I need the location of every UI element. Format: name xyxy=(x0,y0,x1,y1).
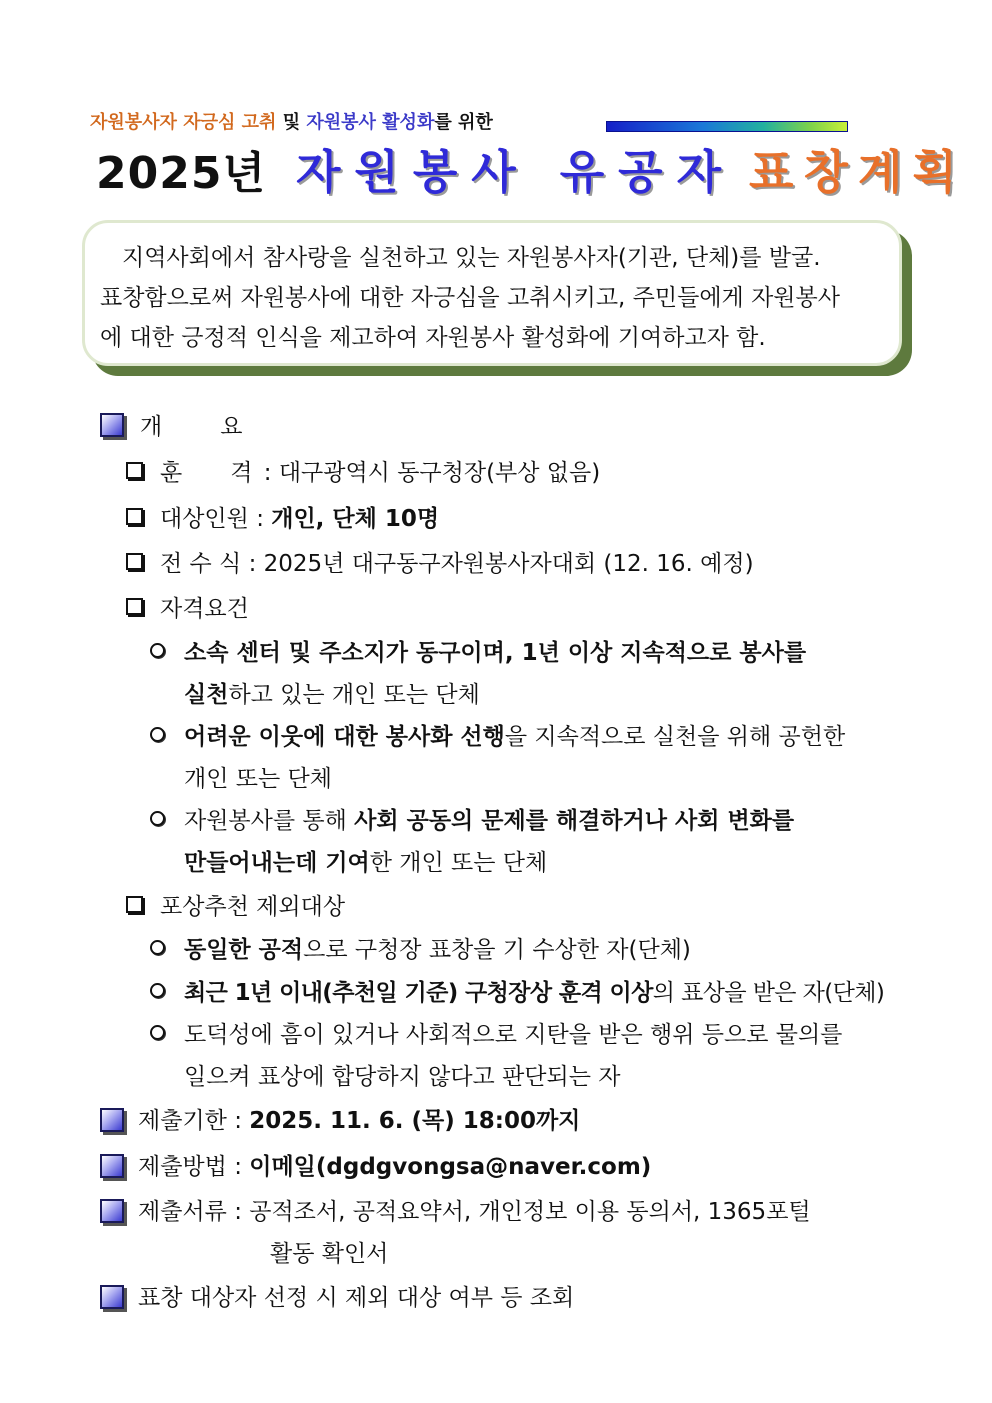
award-row: 훈 격 : 대구광역시 동구청장(부상 없음) xyxy=(160,460,601,486)
overview-heading: 개 요 xyxy=(140,414,243,440)
checkbox-bullet-icon xyxy=(126,553,143,570)
excl-item2: 최근 1년 이내(추천일 기준) 구청장상 훈격 이상의 표상을 받은 자(단체) xyxy=(184,980,885,1006)
circle-bullet-icon xyxy=(150,727,165,742)
target-value: 개인, 단체 10명 xyxy=(271,506,440,532)
subtitle-part2: 및 xyxy=(276,112,307,133)
square-bullet-icon xyxy=(100,1154,124,1178)
decorative-gradient-bar xyxy=(606,121,848,132)
circle-bullet-icon xyxy=(150,983,165,998)
ceremony-value: 2025년 대구동구자원봉사자대회 (12. 16. 예정) xyxy=(263,551,754,577)
qual-item2-line1: 어려운 이웃에 대한 봉사화 선행을 지속적으로 실천을 위해 공헌한 xyxy=(184,724,846,750)
purpose-line3: 에 대한 긍정적 인식을 제고하여 자원봉사 활성화에 기여하고자 함. xyxy=(100,325,766,351)
square-bullet-icon xyxy=(100,413,124,437)
purpose-line2: 표창함으로써 자원봉사에 대한 자긍심을 고취시키고, 주민들에게 자원봉사 xyxy=(100,285,840,311)
subtitle xyxy=(90,106,493,136)
subtitle-part1: 자원봉사자 자긍심 고취 xyxy=(90,112,277,133)
qual-item1-line1: 소속 센터 및 주소지가 동구이며, 1년 이상 지속적으로 봉사를 xyxy=(184,640,807,666)
deadline-row: 제출기한 : 2025. 11. 6. (목) 18:00까지 xyxy=(138,1108,581,1134)
excl-item3-line2: 일으켜 표상에 합당하지 않다고 판단되는 자 xyxy=(184,1064,621,1090)
excl-item3-line1: 도덕성에 흠이 있거나 사회적으로 지탄을 받은 행위 등으로 물의를 xyxy=(184,1022,843,1048)
square-bullet-icon xyxy=(100,1199,124,1223)
purpose-line1: 지역사회에서 참사랑을 실천하고 있는 자원봉사자(기관, 단체)를 발굴. xyxy=(122,245,821,271)
award-value: 대구광역시 동구청장(부상 없음) xyxy=(278,460,601,486)
check-row: 표창 대상자 선정 시 제외 대상 여부 등 조회 xyxy=(138,1285,575,1311)
documents-row: 제출서류 : 공적조서, 공적요약서, 개인정보 이용 동의서, 1365포털 xyxy=(138,1199,811,1225)
qual-item1-line2: 실천하고 있는 개인 또는 단체 xyxy=(184,682,480,708)
checkbox-bullet-icon xyxy=(126,462,143,479)
ceremony-row: 전 수 식 : 2025년 대구동구자원봉사자대회 (12. 16. 예정) xyxy=(160,551,754,577)
circle-bullet-icon xyxy=(150,1025,165,1040)
title-orange: 표창계획 xyxy=(749,145,967,199)
qual-item2-line2: 개인 또는 단체 xyxy=(184,766,332,792)
square-bullet-icon xyxy=(100,1108,124,1132)
qual-item3-line2: 만들어내는데 기여한 개인 또는 단체 xyxy=(184,850,548,876)
circle-bullet-icon xyxy=(150,811,165,826)
square-bullet-icon xyxy=(100,1285,124,1309)
deadline-value: 2025. 11. 6. (목) 18:00까지 xyxy=(249,1108,581,1134)
subtitle-part4: 를 위한 xyxy=(434,112,493,133)
checkbox-bullet-icon xyxy=(126,896,143,913)
exclusion-label: 포상추천 제외대상 xyxy=(160,894,346,920)
circle-bullet-icon xyxy=(150,643,165,658)
title-blue: 자원봉사 유공자 xyxy=(295,145,736,199)
method-value: 이메일(dgdgvongsa@naver.com) xyxy=(249,1154,652,1180)
excl-item1: 동일한 공적으로 구청장 표창을 기 수상한 자(단체) xyxy=(184,937,691,963)
title-year: 2025년 xyxy=(96,148,266,199)
method-row: 제출방법 : 이메일(dgdgvongsa@naver.com) xyxy=(138,1154,652,1180)
purpose-text xyxy=(100,238,886,358)
target-row: 대상인원 : 개인, 단체 10명 xyxy=(160,506,440,532)
documents-value1: 공적조서, 공적요약서, 개인정보 이용 동의서, 1365포털 xyxy=(249,1199,811,1225)
subtitle-part3: 자원봉사 활성화 xyxy=(306,112,435,133)
circle-bullet-icon xyxy=(150,940,165,955)
checkbox-bullet-icon xyxy=(126,508,143,525)
documents-value2: 활동 확인서 xyxy=(270,1241,389,1267)
qualification-label: 자격요건 xyxy=(160,596,249,622)
page-title xyxy=(96,136,967,199)
checkbox-bullet-icon xyxy=(126,598,143,615)
qual-item3-line1: 자원봉사를 통해 사회 공동의 문제를 해결하거나 사회 변화를 xyxy=(184,808,795,834)
